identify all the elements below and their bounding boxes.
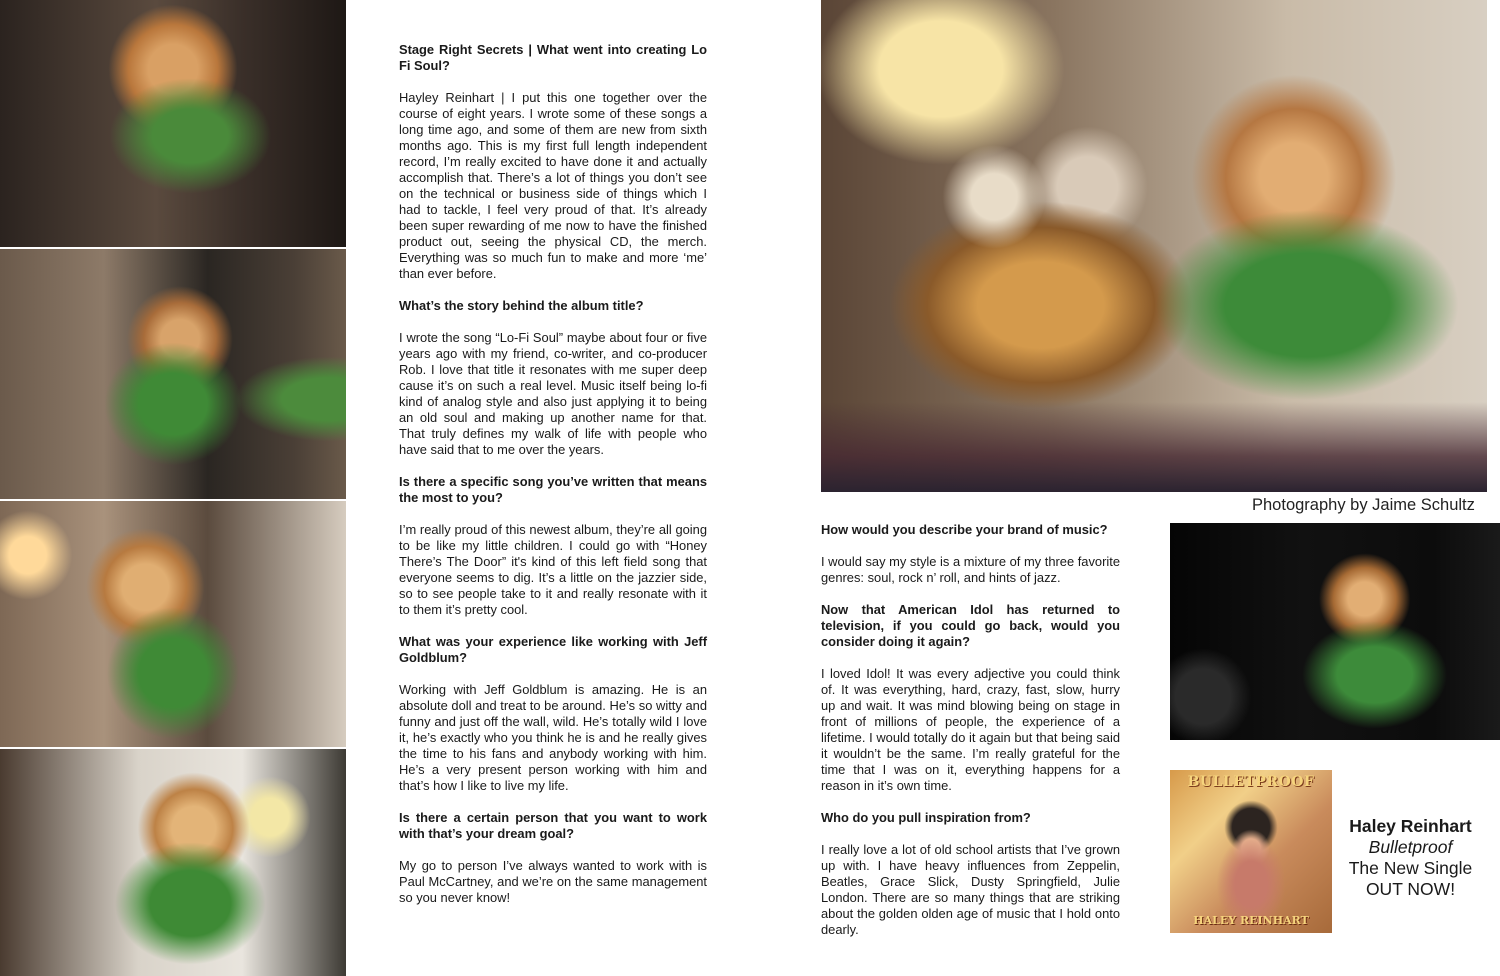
question-heading: Stage Right Secrets | What went into creating Lo Fi Soul?: [399, 42, 707, 73]
question-heading: Now that American Idol has returned to television, if you could go back, would you consider doing it again?: [821, 602, 1120, 649]
question-heading: What’s the story behind the album title?: [399, 298, 644, 313]
photo-backstage-seated: [0, 749, 346, 976]
album-cover-title: BULLETPROOF: [1187, 774, 1315, 790]
photo-backstage-mirror-earring: [0, 249, 346, 499]
article-column-left: [399, 42, 707, 922]
answer-paragraph: I loved Idol! It was every adjective you could think of. It was everything, hard, crazy, fast, slow, hurry up and wait. It was mind blowing being on stage in front of millions of people, the experience of a lifetime. I would totally do it again but that being said it wouldn’t be the same. I’m really grateful for the time that I was on it, everything happens for a reason in it’s own time.: [821, 666, 1120, 793]
answer-paragraph: I really love a lot of old school artists that I’ve grown up with. I have heavy influences from Zeppelin, Beatles, Grace Slick, Dusty Springfield, Julie London. There are so many things that are striking about the golden olden age of music that I hold onto dearly.: [821, 842, 1120, 937]
photo-credit-caption: Photography by Jaime Schultz: [1252, 496, 1475, 514]
question-heading: How would you describe your brand of music?: [821, 522, 1108, 537]
article-column-right: [821, 522, 1120, 954]
question-heading: Is there a specific song you’ve written that means the most to you?: [399, 474, 707, 505]
promo-single-title: Bulletproof: [1368, 837, 1453, 857]
promo-out-now: OUT NOW!: [1365, 879, 1456, 899]
single-promo-block: [1338, 816, 1483, 900]
album-cover-artist: HALEY REINHART: [1193, 914, 1309, 927]
photo-live-stage-performance: [1170, 523, 1500, 740]
answer-paragraph: Hayley Reinhart | I put this one together over the course of eight years. I wrote some of these songs a long time ago, and some of them are new from sixth months ago. This is my first full length independent record, I’m really excited to have done it and actually accomplish that. There’s a lot of things you don’t see on the technical or business side of things which I had to tackle, I feel very proud of that. It’s already been super rewarding of me now to have the finished product out, seeing the physical CD, the merch. Everything was so much fun to make and more ‘me’ than ever before.: [399, 90, 707, 281]
promo-tagline: The New Single: [1348, 858, 1473, 878]
answer-paragraph: I would say my style is a mixture of my three favorite genres: soul, rock n’ roll, and hints of jazz.: [821, 554, 1120, 585]
photo-backstage-dressing-room: [0, 501, 346, 747]
promo-artist-name: Haley Reinhart: [1349, 816, 1472, 836]
answer-paragraph: I wrote the song “Lo-Fi Soul” maybe about four or five years ago with my friend, co-writer, and co-producer Rob. I love that title it resonates with me super deep cause it’s on such a real level. Music itself being lo-fi kind of analog style and also just applying it to being an old soul and making up another name for that. That truly defines my walk of life with people who have said that to me over the years.: [399, 330, 707, 457]
album-cover-artwork: [1170, 770, 1332, 933]
answer-paragraph: My go to person I’ve always wanted to work with is Paul McCartney, and we’re on the same management so you never know!: [399, 858, 707, 905]
photo-backstage-hair-styling: [0, 0, 346, 247]
answer-paragraph: I’m really proud of this newest album, they’re all going to be like my little children. I could go with “Honey There’s The Door” it's kind of this left field song that everyone seems to dig. It’s a little on the jazzier side, so to see people take to it and really resonate with it to them it’s pretty cool.: [399, 522, 707, 617]
question-heading: Who do you pull inspiration from?: [821, 810, 1031, 825]
photo-performer-with-guitarist: [821, 0, 1487, 492]
question-heading: What was your experience like working with Jeff Goldblum?: [399, 634, 707, 665]
answer-paragraph: Working with Jeff Goldblum is amazing. He is an absolute doll and treat to be around. He’s so witty and funny and just off the wall, wild. He’s totally wild I love it, he’s exactly who you think he is and he really gives the time to his fans and anybody working with him. He’s a very present person working with him and that’s how I like to live my life.: [399, 682, 707, 793]
question-heading: Is there a certain person that you want to work with that’s your dream goal?: [399, 810, 707, 841]
